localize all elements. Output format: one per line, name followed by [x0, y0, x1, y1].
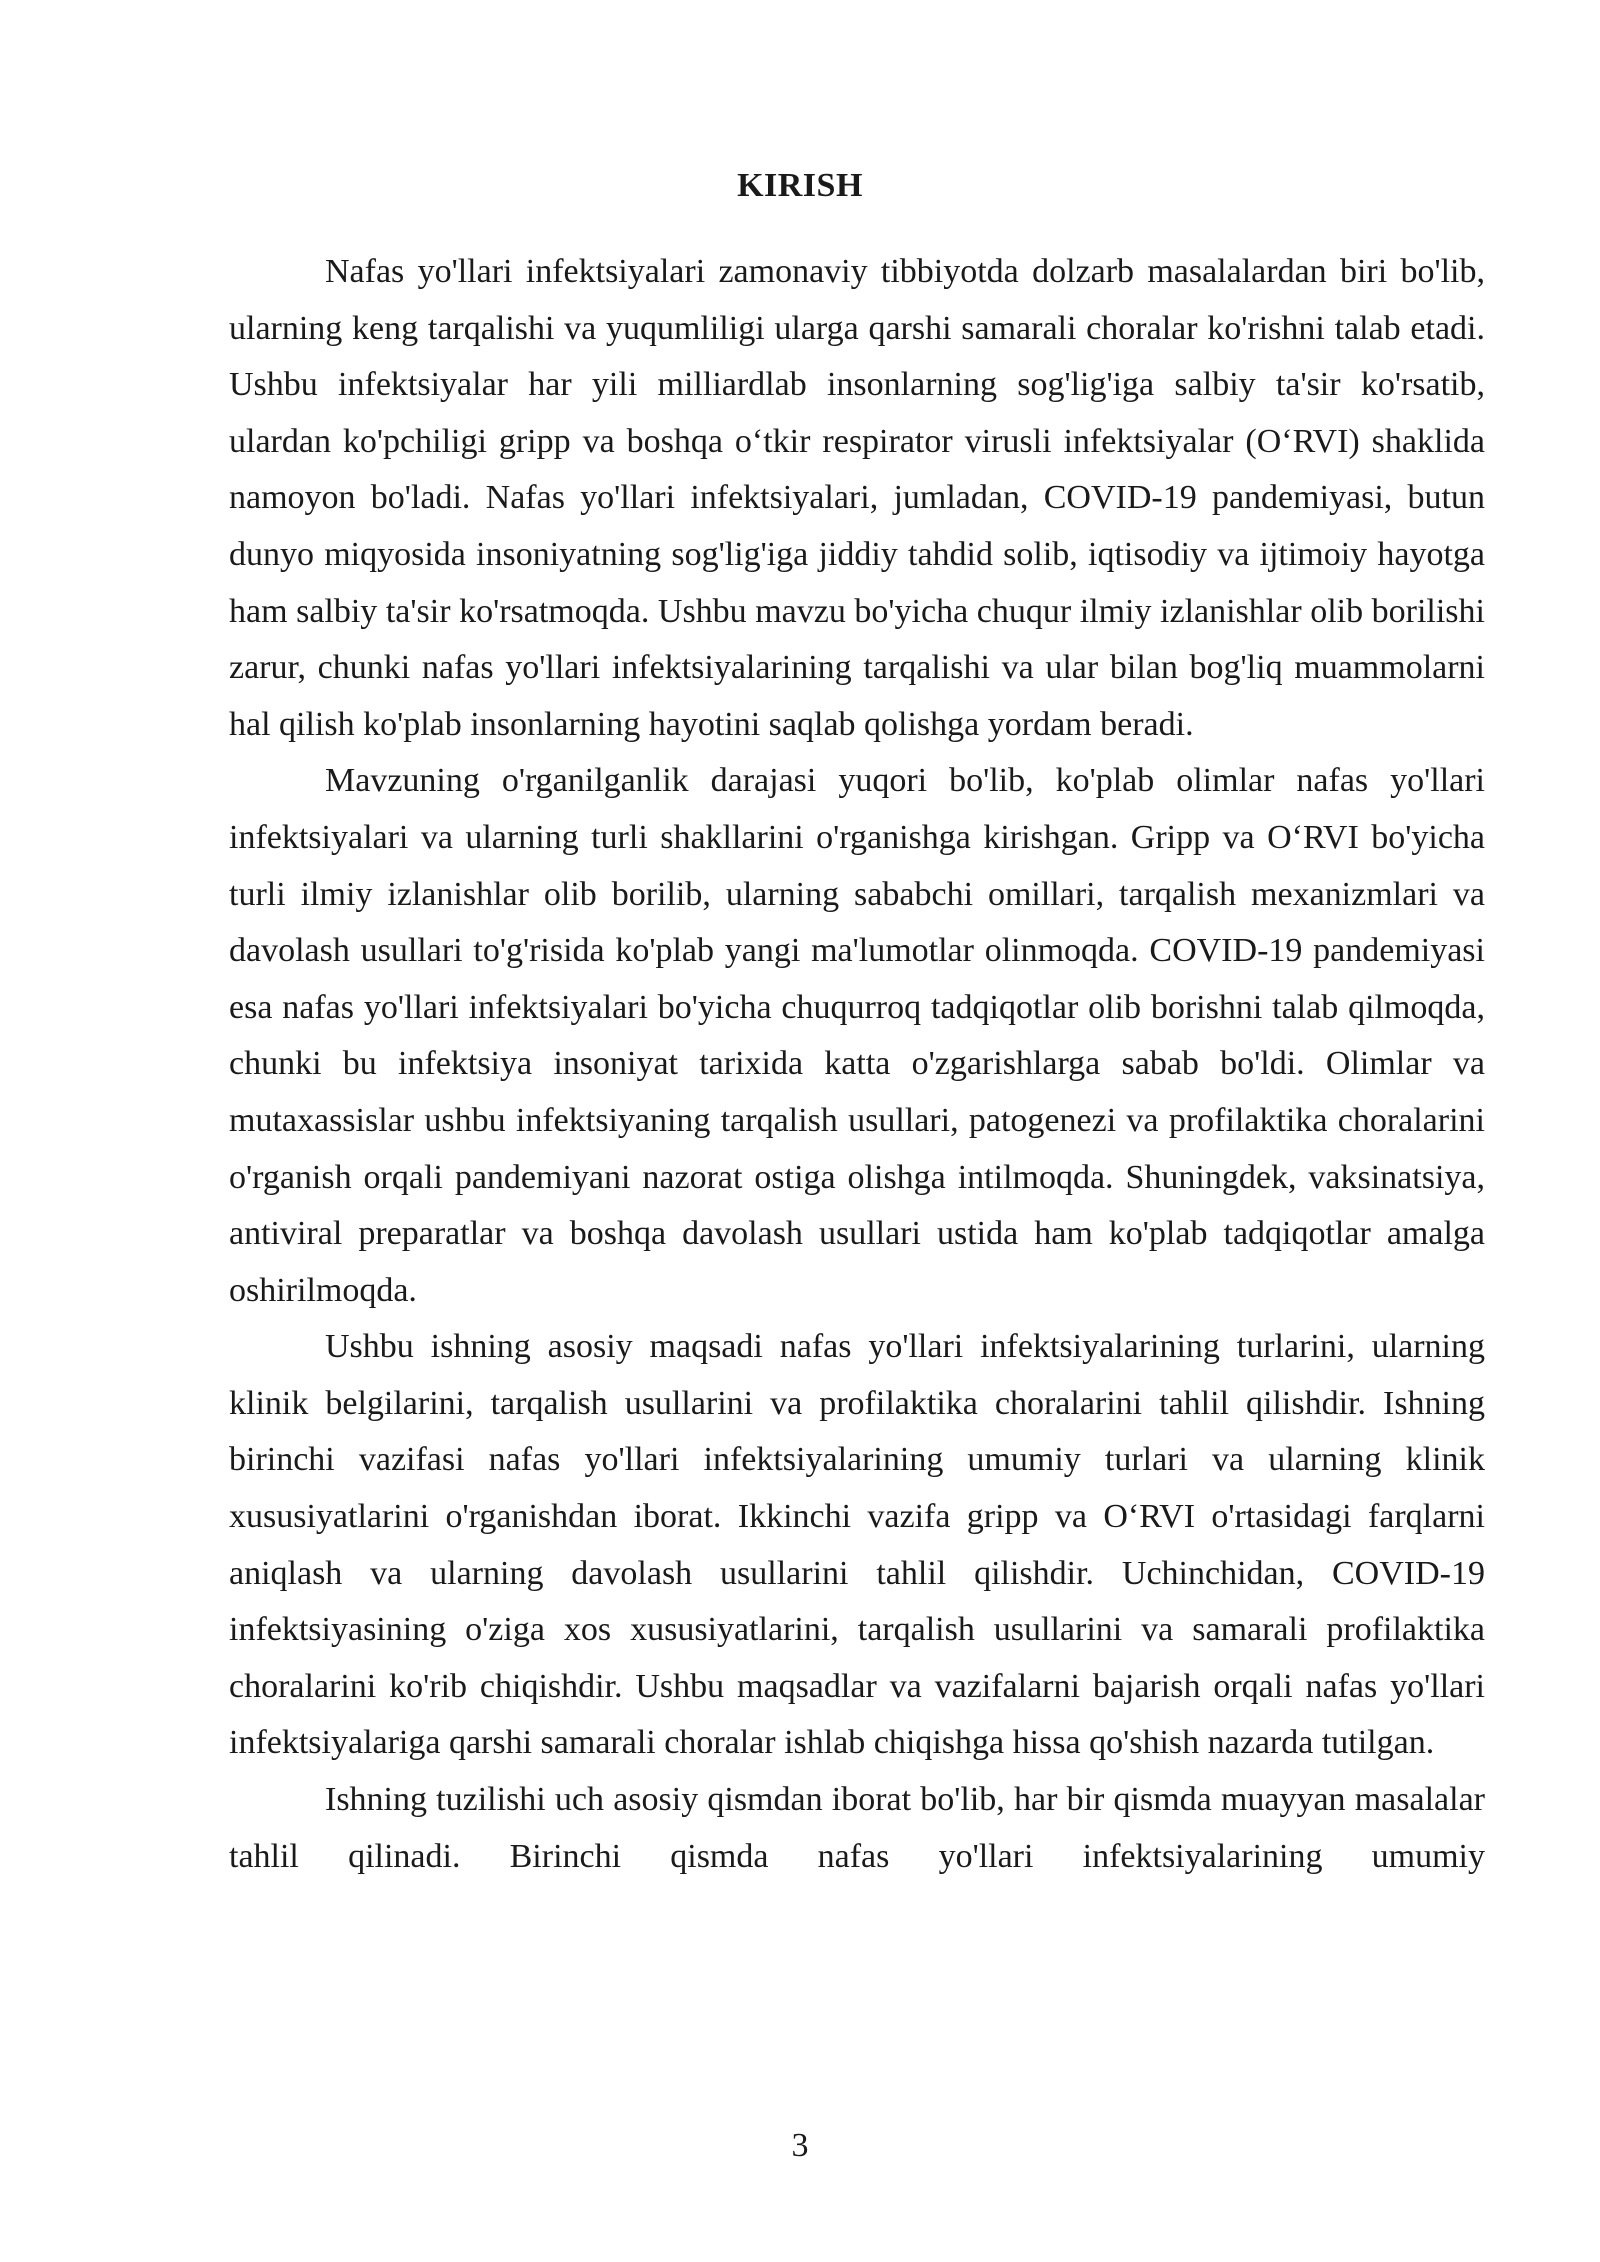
paragraph-3: Ushbu ishning asosiy maqsadi nafas yo'llari infektsiyalarining turlarini, ularning klinik belgilarini, tarqalish usullarini va profilaktika choralarini tahlil qilishdir. Ishning birinchi vazifasi nafas yo'llari infektsiyalarining umumiy turlari va ularning klinik xususiyatlarini o'rganishdan iborat. Ikkinchi vazifa gripp va O‘RVI o'rtasidagi farqlarni aniqlash va ularning davolash usullarini tahlil qilishdir. Uchinchidan, COVID-19 infektsiyasining o'ziga xos xususiyatlarini, tarqalish usullarini va samarali profilaktika choralarini ko'rib chiqishdir. Ushbu maqsadlar va vazifalarni bajarish orqali nafas yo'llari infektsiyalariga qarshi samarali choralar ishlab chiqishga hissa qo'shish nazarda tutilgan.	[229, 1328, 1485, 1762]
section-heading: KIRISH	[737, 167, 863, 204]
body-text	[229, 244, 1485, 1885]
paragraph-1: Nafas yo'llari infektsiyalari zamonaviy tibbiyotda dolzarb masalalardan biri bo'lib, ularning keng tarqalishi va yuqumliligi ularga qarshi samarali choralar ko'rishni talab etadi. Ushbu infektsiyalar har yili milliardlab insonlarning sog'lig'iga salbiy ta'sir ko'rsatib, ulardan ko'pchiligi gripp va boshqa o‘tkir respirator virusli infektsiyalar (O‘RVI) shaklida namoyon bo'ladi. Nafas yo'llari infektsiyalari, jumladan, COVID-19 pandemiyasi, butun dunyo miqyosida insoniyatning sog'lig'iga jiddiy tahdid solib, iqtisodiy va ijtimoiy hayotga ham salbiy ta'sir ko'rsatmoqda. Ushbu mavzu bo'yicha chuqur ilmiy izlanishlar olib borilishi zarur, chunki nafas yo'llari infektsiyalarining tarqalishi va ular bilan bog'liq muammolarni hal qilish ko'plab insonlarning hayotini saqlab qolishga yordam beradi.	[229, 253, 1485, 743]
paragraph-2: Mavzuning o'rganilganlik darajasi yuqori bo'lib, ko'plab olimlar nafas yo'llari infektsiyalari va ularning turli shakllarini o'rganishga kirishgan. Gripp va O‘RVI bo'yicha turli ilmiy izlanishlar olib borilib, ularning sababchi omillari, tarqalish mexanizmlari va davolash usullari to'g'risida ko'plab yangi ma'lumotlar olinmoqda. COVID-19 pandemiyasi esa nafas yo'llari infektsiyalari bo'yicha chuqurroq tadqiqotlar olib borishni talab qilmoqda, chunki bu infektsiya insoniyat tarixida katta o'zgarishlarga sabab bo'ldi. Olimlar va mutaxassislar ushbu infektsiyaning tarqalish usullari, patogenezi va profilaktika choralarini o'rganish orqali pandemiyani nazorat ostiga olishga intilmoqda. Shuningdek, vaksinatsiya, antiviral preparatlar va boshqa davolash usullari ustida ham ko'plab tadqiqotlar amalga oshirilmoqda.	[229, 762, 1485, 1309]
paragraph-4: Ishning tuzilishi uch asosiy qismdan iborat bo'lib, har bir qismda muayyan masalalar tahlil qilinadi. Birinchi qismda nafas yo'llari infektsiyalarining umumiy	[229, 1781, 1485, 1875]
page-number: 3	[791, 2127, 809, 2164]
